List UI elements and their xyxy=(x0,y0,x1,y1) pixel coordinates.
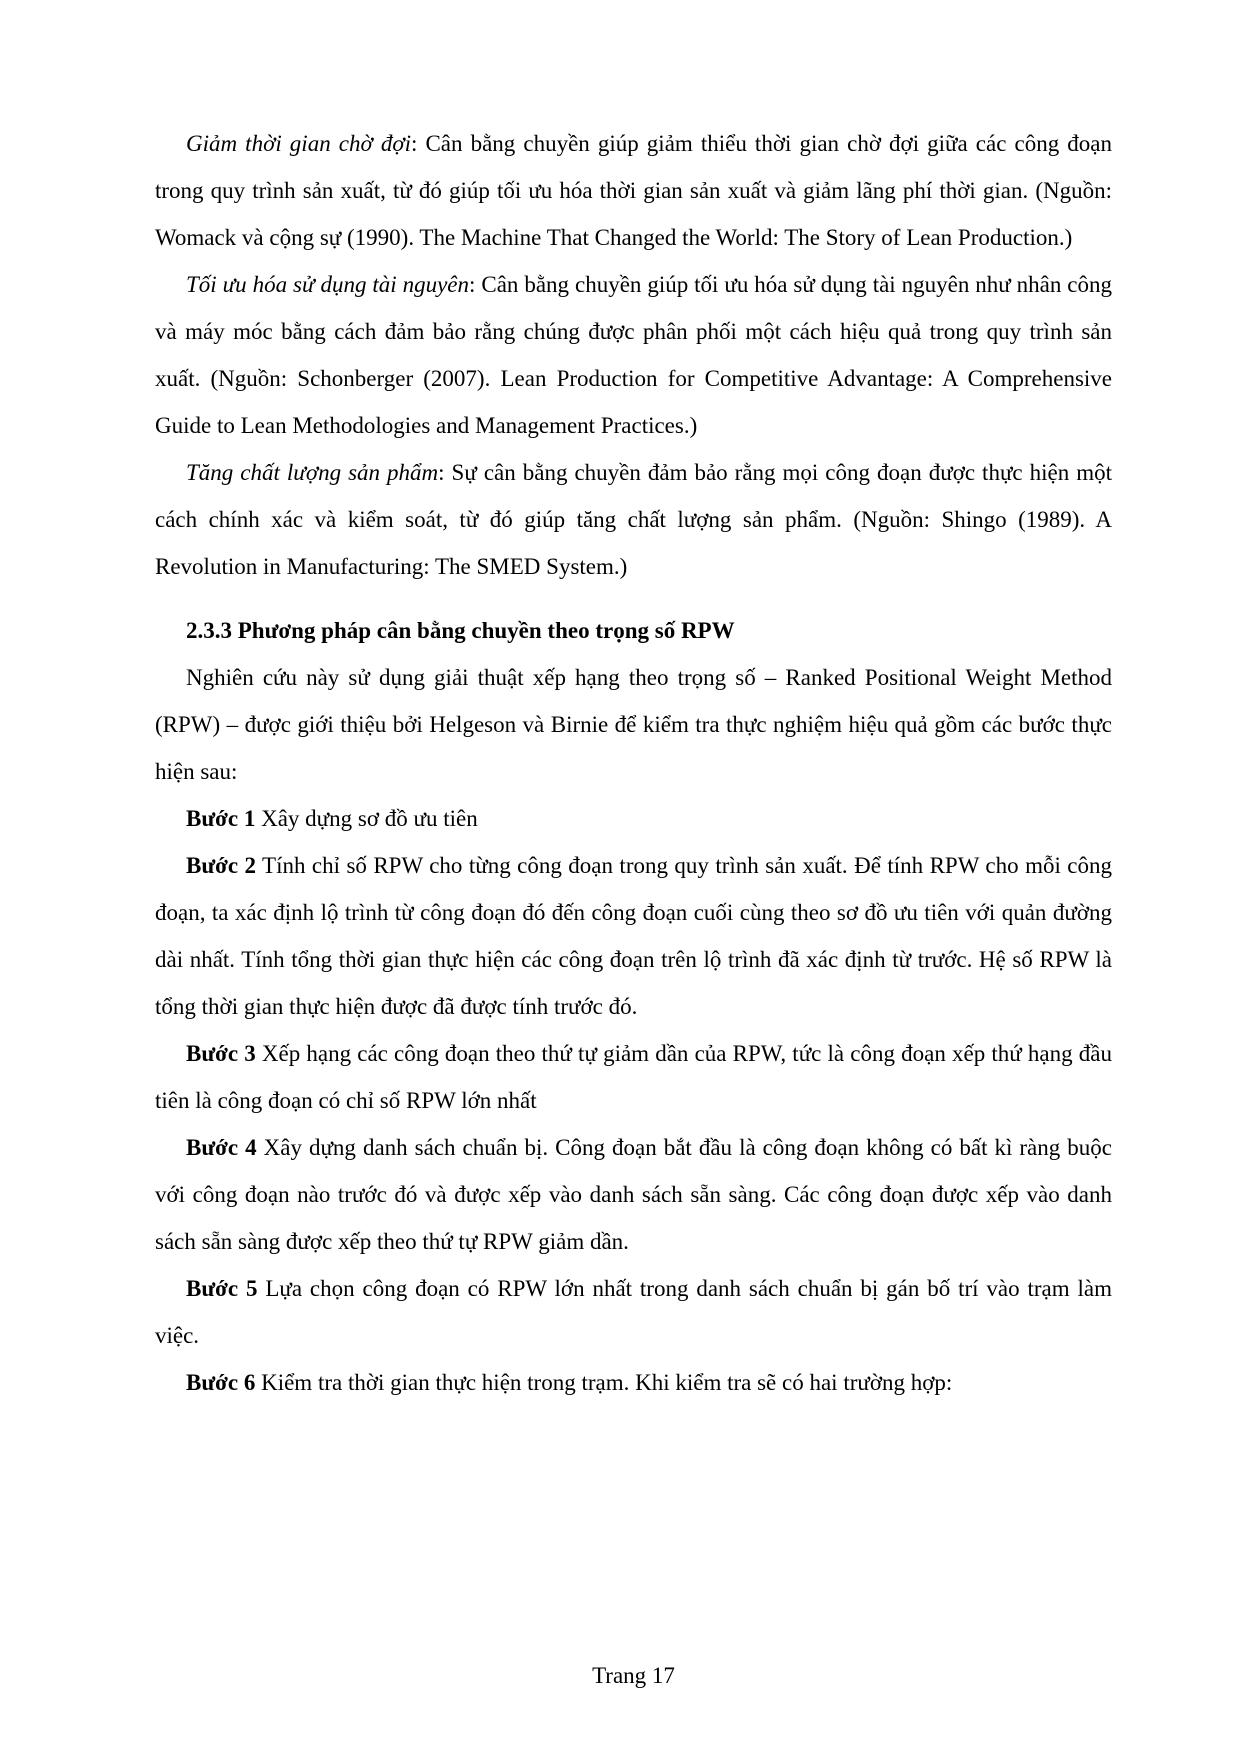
step-text: Xây dựng sơ đồ ưu tiên xyxy=(255,806,478,831)
step-label: Bước 6 xyxy=(186,1370,256,1395)
paragraph-lead-italic: Tối ưu hóa sử dụng tài nguyên xyxy=(186,272,470,297)
step-text: Tính chỉ số RPW cho từng công đoạn trong quy trình sản xuất. Để tính RPW cho mỗi công đoạn, ta xác định lộ trình từ công đoạn đó đến công đoạn cuối cùng theo sơ đồ ưu tiên với quản đường dài nhất. Tính tổng thời gian thực hiện các công đoạn trên lộ trình đã xác định từ trước. Hệ số RPW là tổng thời gian thực hiện được đã được tính trước đó. xyxy=(155,853,1112,1019)
step-text: Kiểm tra thời gian thực hiện trong trạm. Khi kiểm tra sẽ có hai trường hợp: xyxy=(255,1370,953,1395)
section-heading: 2.3.3 Phương pháp cân bằng chuyền theo trọng số RPW xyxy=(186,618,735,643)
step-label: Bước 5 xyxy=(186,1276,258,1301)
paragraph-lead-italic: Tăng chất lượng sản phẩm xyxy=(186,460,439,485)
paragraph-resource-optimization xyxy=(155,261,1112,449)
step-2 xyxy=(155,842,1112,1030)
paragraph-wait-time-reduction xyxy=(155,120,1112,261)
step-text: Xếp hạng các công đoạn theo thứ tự giảm dần của RPW, tức là công đoạn xếp thứ hạng đầu tiên là công đoạn có chỉ số RPW lớn nhất xyxy=(155,1041,1112,1113)
paragraph-text: : Cân bằng chuyền giúp tối ưu hóa sử dụng tài nguyên như nhân công và máy móc bằng cách đảm bảo rằng chúng được phân phối một cách hiệu quả trong quy trình sản xuất. (Nguồn: Schonberger (2007). Lean Production for Competitive Advantage: A Comprehensive Guide to Lean Methodologies and Management Practices.) xyxy=(155,272,1113,438)
step-label: Bước 1 xyxy=(186,806,256,831)
step-5 xyxy=(155,1265,1112,1359)
step-label: Bước 4 xyxy=(186,1135,257,1160)
paragraph-lead-italic: Giảm thời gian chờ đợi xyxy=(186,131,411,156)
paragraph-rpw-intro: Nghiên cứu này sử dụng giải thuật xếp hạng theo trọng số – Ranked Positional Weight Method (RPW) – được giới thiệu bởi Helgeson và Birnie để kiểm tra thực nghiệm hiệu quả gồm các bước thực hiện sau: xyxy=(155,665,1112,784)
step-4 xyxy=(155,1124,1112,1265)
step-1 xyxy=(155,795,1112,842)
step-3 xyxy=(155,1030,1112,1124)
step-label: Bước 2 xyxy=(186,853,257,878)
step-6 xyxy=(155,1359,1112,1406)
paragraph-text: : Sự cân bằng chuyền đảm bảo rằng mọi công đoạn được thực hiện một cách chính xác và kiểm soát, từ đó giúp tăng chất lượng sản phẩm. (Nguồn: Shingo (1989). A Revolution in Manufacturing: The SMED System.) xyxy=(155,460,1113,579)
page-number: Trang 17 xyxy=(592,1663,675,1688)
step-text: Lựa chọn công đoạn có RPW lớn nhất trong danh sách chuẩn bị gán bố trí vào trạm làm việc. xyxy=(155,1276,1113,1348)
paragraph-quality-improvement xyxy=(155,449,1112,590)
page-content xyxy=(155,120,1112,1406)
step-text: Xây dựng danh sách chuẩn bị. Công đoạn bắt đầu là công đoạn không có bất kì ràng buộc với công đoạn nào trước đó và được xếp vào danh sách sẵn sàng. Các công đoạn được xếp vào danh sách sẵn sàng được xếp theo thứ tự RPW giảm dần. xyxy=(155,1135,1112,1254)
step-label: Bước 3 xyxy=(186,1041,256,1066)
page-footer xyxy=(155,1652,1112,1699)
paragraph-text: : Cân bằng chuyền giúp giảm thiểu thời gian chờ đợi giữa các công đoạn trong quy trình sản xuất, từ đó giúp tối ưu hóa thời gian sản xuất và giảm lãng phí thời gian. (Nguồn: Womack và cộng sự (1990). The Machine That Changed the World: The Story of Lean Production.) xyxy=(155,131,1112,250)
